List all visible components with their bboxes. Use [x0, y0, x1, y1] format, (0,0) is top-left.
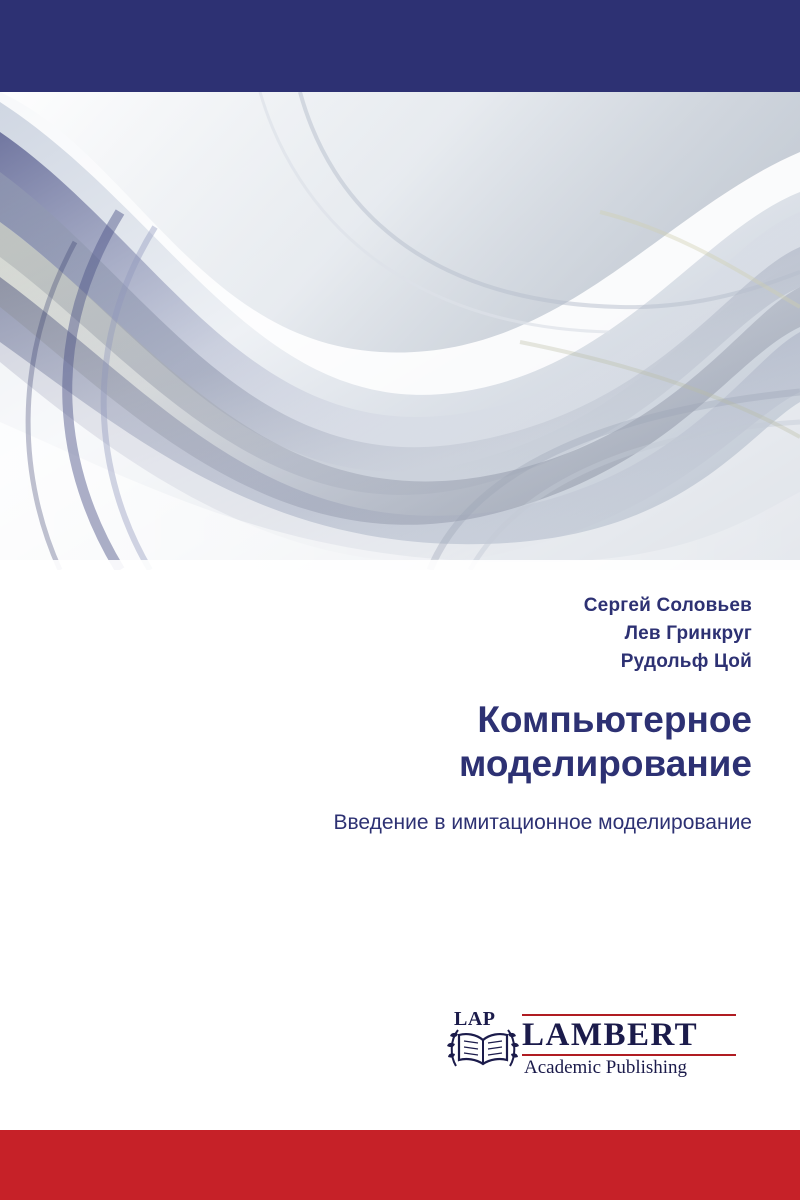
logo-lap-text: LAP	[454, 1008, 496, 1030]
bottom-color-band	[0, 1130, 800, 1200]
book-title-line-1: Компьютерное	[477, 699, 752, 740]
book-subtitle: Введение в имитационное моделирование	[333, 811, 752, 834]
logo-publisher-tagline: Academic Publishing	[524, 1057, 688, 1078]
logo-publisher-name: LAMBERT	[522, 1017, 699, 1053]
title-block	[52, 698, 752, 838]
author-name: Рудольф Цой	[620, 651, 752, 672]
author-name: Лев Гринкруг	[624, 623, 752, 644]
cover-artwork	[0, 92, 800, 570]
author-list	[584, 592, 752, 676]
abstract-wave-graphic	[0, 92, 800, 570]
book-title-line-2: моделирование	[458, 743, 752, 784]
book-title	[52, 698, 752, 786]
top-color-band	[0, 0, 800, 92]
publisher-logo	[446, 1002, 736, 1080]
author-name: Сергей Соловьев	[583, 595, 752, 616]
